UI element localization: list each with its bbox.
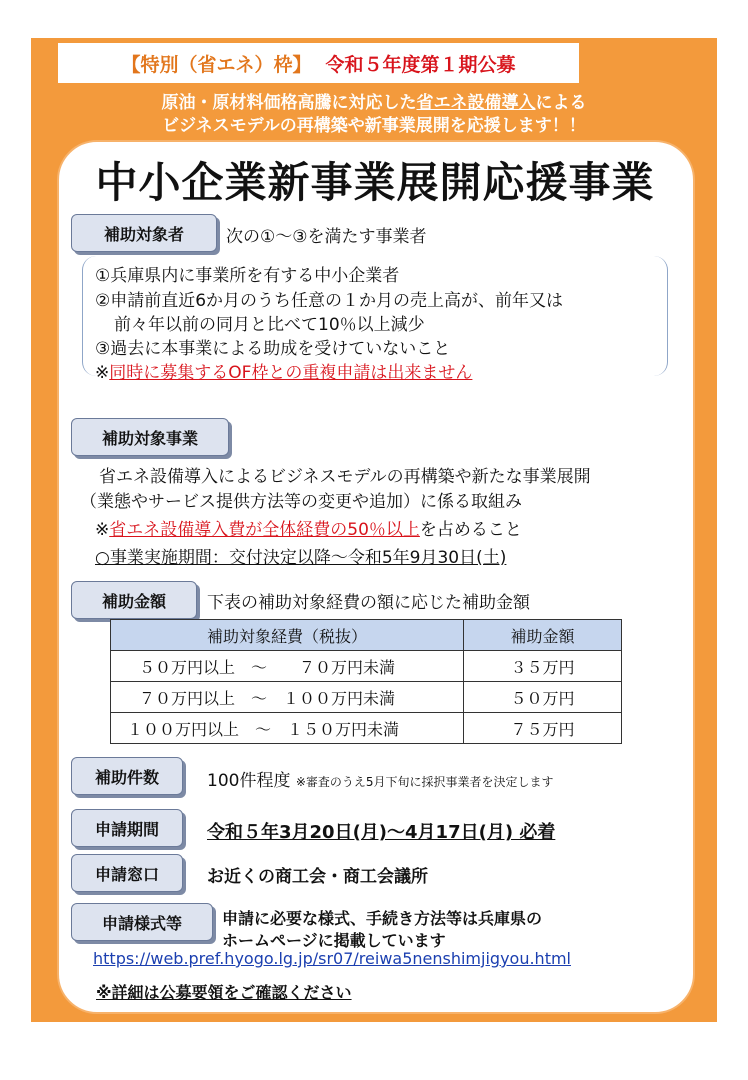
header-expense: 補助対象経費（税抜） bbox=[111, 620, 464, 651]
count-tag: 補助件数 bbox=[71, 757, 183, 795]
project-line-2: （業態やサービス提供方法等の変更や追加）に係る取組み bbox=[80, 492, 522, 512]
row-amount: ７５万円 bbox=[464, 713, 622, 744]
intro-line-2: ビジネスモデルの再構築や新事業展開を応援します！！ bbox=[162, 116, 586, 136]
intro-text bbox=[31, 92, 717, 138]
project-line-1: 省エネ設備導入によるビジネスモデルの再構築や新たな事業展開 bbox=[99, 467, 591, 487]
page-title: 中小企業新事業展開応援事業 bbox=[95, 158, 655, 207]
table-row bbox=[111, 682, 622, 713]
window-value: お近くの商工会・商工会議所 bbox=[207, 867, 428, 887]
project-note bbox=[95, 515, 522, 540]
forms-line-1: 申請に必要な様式、手続き方法等は兵庫県の bbox=[222, 909, 543, 928]
banner-special-label: 【特別（省エネ）枠】 bbox=[121, 53, 312, 76]
forms-tag: 申請様式等 bbox=[71, 903, 213, 941]
eligible-item-1: ①兵庫県内に事業所を有する中小企業者 bbox=[95, 266, 400, 286]
project-note-mark: ※ bbox=[95, 520, 110, 540]
table-row bbox=[111, 651, 622, 682]
row-expense: ５０万円以上 ～ ７０万円未満 bbox=[111, 651, 464, 682]
eligible-note bbox=[95, 358, 472, 383]
project-tag: 補助対象事業 bbox=[71, 418, 229, 456]
intro-highlight: 省エネ設備導入 bbox=[416, 93, 536, 113]
project-note-red: 省エネ設備導入費が全体経費の50％以上 bbox=[109, 520, 420, 540]
eligible-note-text: 同時に募集するOF枠との重複申請は出来ません bbox=[109, 363, 473, 383]
footer-note: ※詳細は公募要領をご確認ください bbox=[96, 983, 352, 1002]
eligible-tag: 補助対象者 bbox=[71, 214, 217, 252]
eligible-item-2a: ②申請前直近6か月のうち任意の１か月の売上高が、前年又は bbox=[95, 291, 564, 311]
project-note-post: を占めること bbox=[419, 520, 522, 540]
top-banner bbox=[58, 43, 579, 83]
count-value: 100件程度 bbox=[207, 771, 291, 791]
row-expense: １００万円以上 ～ １５０万円未満 bbox=[111, 713, 464, 744]
header-amount: 補助金額 bbox=[464, 620, 622, 651]
eligible-lead: 次の①～③を満たす事業者 bbox=[226, 227, 427, 247]
amount-table bbox=[110, 619, 622, 744]
window-tag: 申請窓口 bbox=[71, 854, 183, 892]
period-tag: 申請期間 bbox=[71, 809, 183, 847]
intro-line1-pre: 原油・原材料価格高騰に対応した bbox=[161, 93, 417, 113]
banner-round-label: 令和５年度第１期公募 bbox=[325, 53, 516, 76]
row-expense: ７０万円以上 ～ １００万円未満 bbox=[111, 682, 464, 713]
forms-url-link[interactable]: https://web.pref.hyogo.lg.jp/sr07/reiwa5nenshimjigyou.html bbox=[93, 949, 571, 968]
amount-lead: 下表の補助対象経費の額に応じた補助金額 bbox=[207, 593, 530, 613]
period-value: 令和５年3月20日(月)～4月17日(月) 必着 bbox=[207, 822, 556, 843]
amount-table-header bbox=[111, 620, 622, 651]
amount-tag: 補助金額 bbox=[71, 581, 197, 619]
intro-line1-post: による bbox=[535, 93, 587, 113]
eligible-item-3: ③過去に本事業による助成を受けていないこと bbox=[95, 339, 451, 359]
eligible-item-2b: 前々年以前の同月と比べて10％以上減少 bbox=[114, 315, 425, 335]
project-period: ○事業実施期間：交付決定以降～令和5年9月30日(土) bbox=[95, 548, 507, 568]
count-note: ※審査のうえ5月下旬に採択事業者を決定します bbox=[295, 775, 554, 789]
count-line bbox=[207, 766, 554, 791]
row-amount: ５０万円 bbox=[464, 682, 622, 713]
eligible-note-mark: ※ bbox=[95, 363, 110, 383]
intro-line-1 bbox=[31, 92, 717, 115]
table-row bbox=[111, 713, 622, 744]
forms-line-2: ホームページに掲載しています bbox=[222, 931, 446, 950]
row-amount: ３５万円 bbox=[464, 651, 622, 682]
